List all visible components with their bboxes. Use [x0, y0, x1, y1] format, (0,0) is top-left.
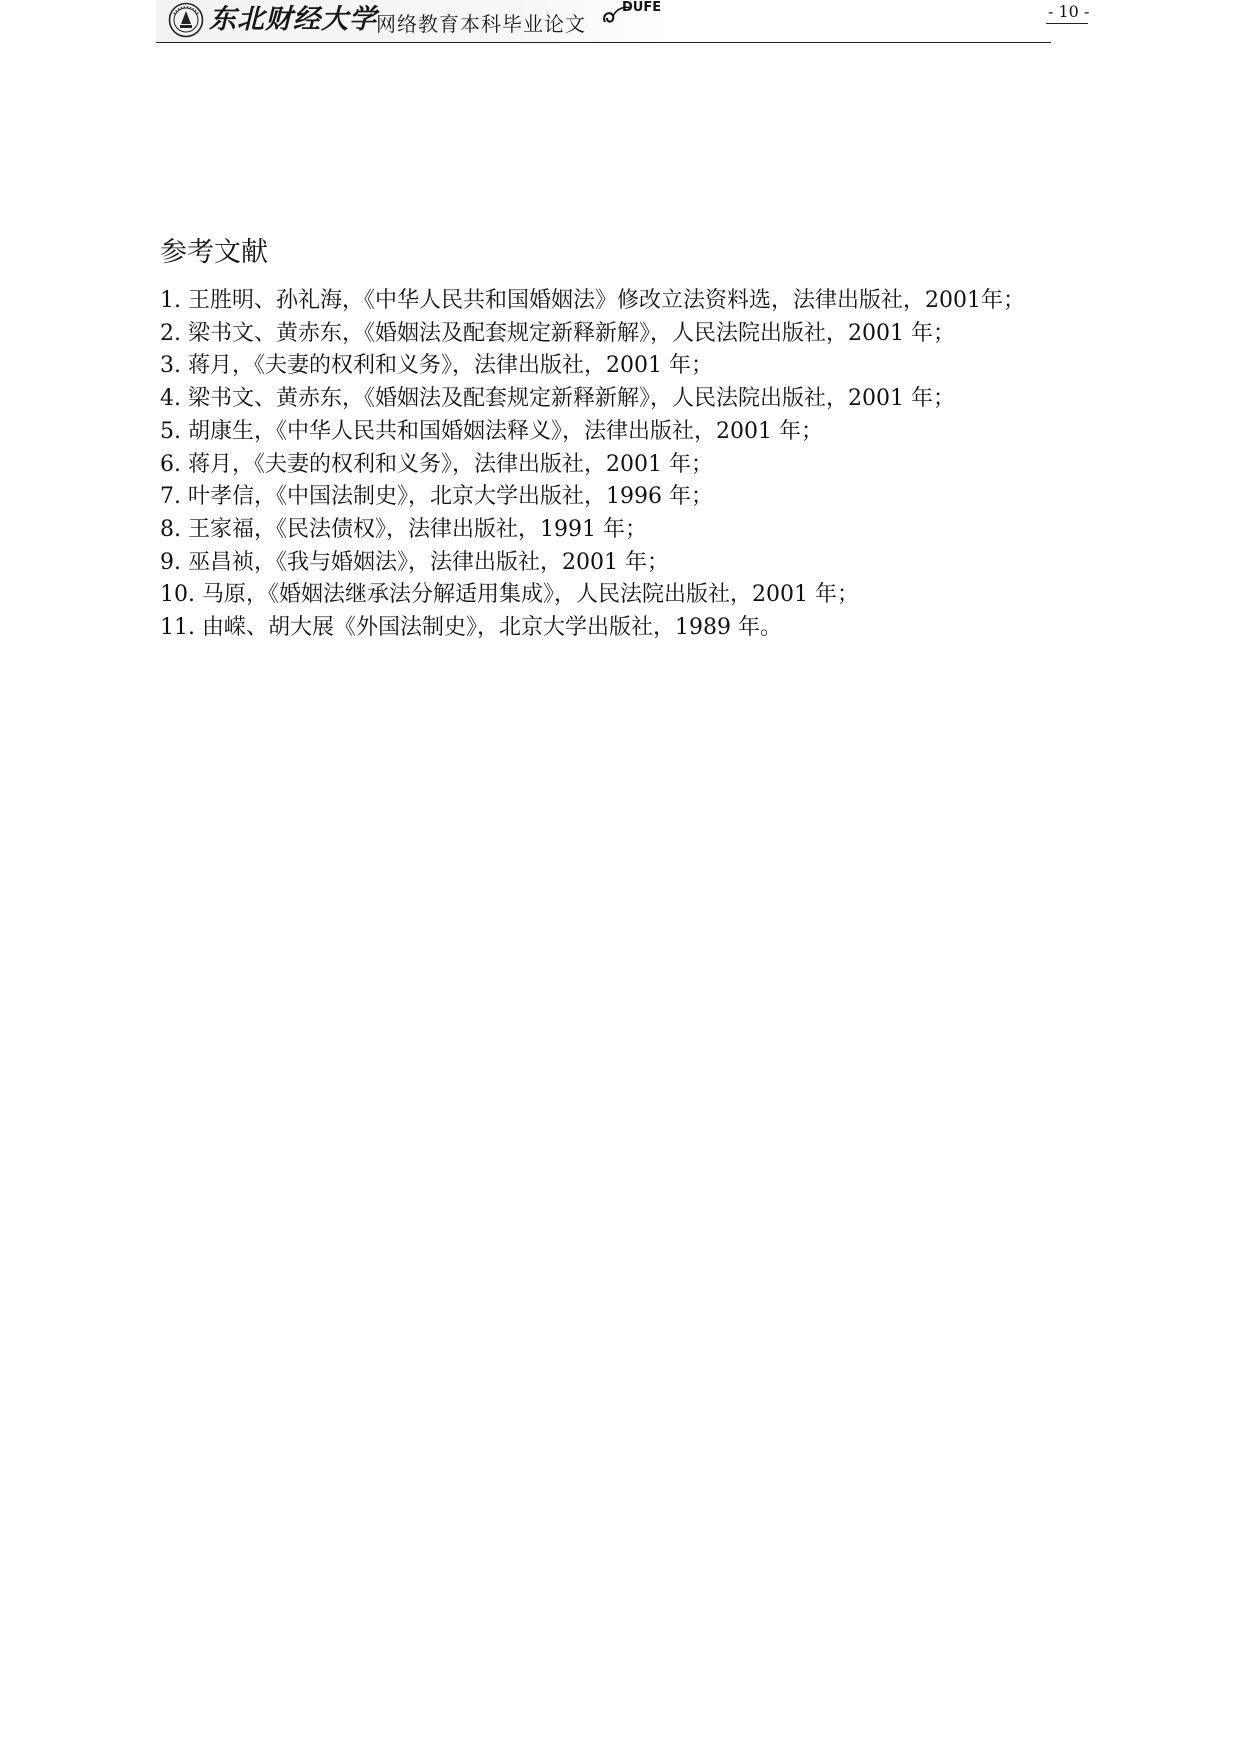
reference-item: 2. 梁书文、黄赤东，《婚姻法及配套规定新释新解》，人民法院出版社，2001 年； [160, 320, 955, 346]
university-seal-icon [168, 2, 204, 38]
header-divider [156, 42, 1051, 43]
dufe-logo-text: DUFE [622, 0, 662, 15]
page-number-underline [1046, 23, 1088, 24]
reference-item: 6. 蒋月，《夫妻的权利和义务》，法律出版社，2001 年； [160, 451, 713, 477]
reference-item: 8. 王家福，《民法债权》，法律出版社，1991 年； [160, 516, 647, 542]
reference-item: 4. 梁书文、黄赤东，《婚姻法及配套规定新释新解》，人民法院出版社，2001 年； [160, 386, 955, 412]
reference-item: 10. 马原，《婚姻法继承法分解适用集成》，人民法院出版社，2001 年； [160, 582, 859, 608]
reference-item: 9. 巫昌祯，《我与婚姻法》，法律出版社，2001 年； [160, 549, 669, 575]
reference-item: 3. 蒋月，《夫妻的权利和义务》，法律出版社，2001 年； [160, 353, 713, 379]
reference-item: 1. 王胜明、孙礼海，《中华人民共和国婚姻法》修改立法资料选，法律出版社，2001年； [160, 288, 1025, 313]
university-name: 东北财经大学 [209, 4, 377, 35]
references-heading: 参考文献 [160, 237, 268, 268]
page-number: - 10 - [1048, 2, 1090, 21]
reference-item: 7. 叶孝信，《中国法制史》，北京大学出版社，1996 年； [160, 484, 713, 510]
reference-item: 5. 胡康生，《中华人民共和国婚姻法释义》，法律出版社，2001 年； [160, 418, 823, 444]
reference-list [160, 285, 1080, 645]
thesis-type-label: 网络教育本科毕业论文 [376, 12, 586, 36]
reference-item: 11. 由嵘、胡大展《外国法制史》，北京大学出版社，1989 年。 [160, 615, 782, 641]
